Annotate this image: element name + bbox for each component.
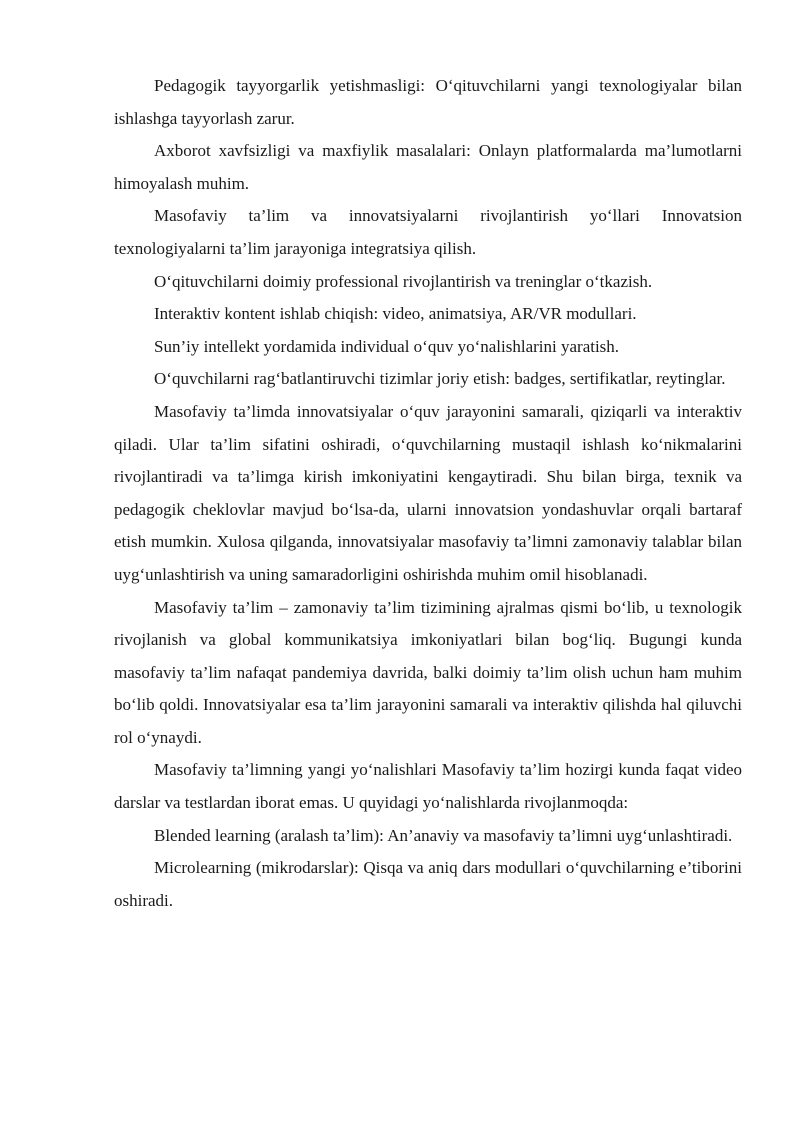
- paragraph-interactive-content: Interaktiv kontent ishlab chiqish: video, animatsiya, AR/VR modullari.: [154, 304, 637, 324]
- paragraph-pedagogical-readiness: Pedagogik tayyorgarlik yetishmasligi: O‘qituvchilarni yangi texnologiyalar bilan ishlashga tayyorlash zarur.: [114, 76, 742, 128]
- paragraph-teacher-training: O‘qituvchilarni doimiy professional rivojlantirish va treninglar o‘tkazish.: [154, 271, 653, 291]
- paragraph-microlearning: Microlearning (mikrodarslar): Qisqa va aniq dars modullari o‘quvchilarning e’tiborini oshiradi.: [114, 858, 742, 910]
- paragraph-motivation-systems: O‘quvchilarni rag‘batlantiruvchi tizimlar joriy etish: badges, sertifikatlar, reytinglar.: [154, 369, 726, 389]
- paragraph-information-security: Axborot xavfsizligi va maxfiylik masalalari: Onlayn platformalarda ma’lumotlarni himoyalash muhim.: [114, 141, 742, 193]
- paragraph-new-directions: Masofaviy ta’limning yangi yo‘nalishlari Masofaviy ta’lim hozirgi kunda faqat video darslar va testlardan iborat emas. U quyidagi yo‘nalishlarda rivojlanmoqda:: [114, 760, 742, 813]
- paragraph-ai-learning-paths: Sun’iy intellekt yordamida individual o‘quv yo‘nalishlarini yaratish.: [154, 336, 620, 356]
- document-page: [114, 70, 742, 917]
- paragraph-development-ways: Masofaviy ta’lim va innovatsiyalarni rivojlantirish yo‘llari Innovatsion texnologiyalarni ta’lim jarayoniga integratsiya qilish.: [114, 206, 742, 258]
- paragraph-blended-learning: Blended learning (aralash ta’lim): An’anaviy va masofaviy ta’limni uyg‘unlashtiradi.: [154, 825, 733, 845]
- paragraph-innovation-summary: Masofaviy ta’limda innovatsiyalar o‘quv jarayonini samarali, qiziqarli va interaktiv qiladi. Ular ta’lim sifatini oshiradi, o‘quvchilarning mustaqil ishlash ko‘nikmalarini rivojlantiradi va ta’limga kirish imkoniyatini kengaytiradi. Shu bilan birga, texnik va pedagogik cheklovlar mavjud bo‘lsa-da, ularni innovatsion yondashuvlar orqali bartaraf etish mumkin. Xulosa qilganda, innovatsiyalar masofaviy ta’limni zamonaviy talablar bilan uyg‘unlashtirish va uning samaradorligini oshirishda muhim omil hisoblanadi.: [114, 401, 742, 584]
- paragraph-distance-learning-role: Masofaviy ta’lim – zamonaviy ta’lim tizimining ajralmas qismi bo‘lib, u texnologik rivojlanish va global kommunikatsiya imkoniyatlari bilan bog‘liq. Bugungi kunda masofaviy ta’lim nafaqat pandemiya davrida, balki doimiy ta’lim olish uchun ham muhim bo‘lib qoldi. Innovatsiyalar esa ta’lim jarayonini samarali va interaktiv qilishda hal qiluvchi rol o‘ynaydi.: [114, 597, 742, 747]
